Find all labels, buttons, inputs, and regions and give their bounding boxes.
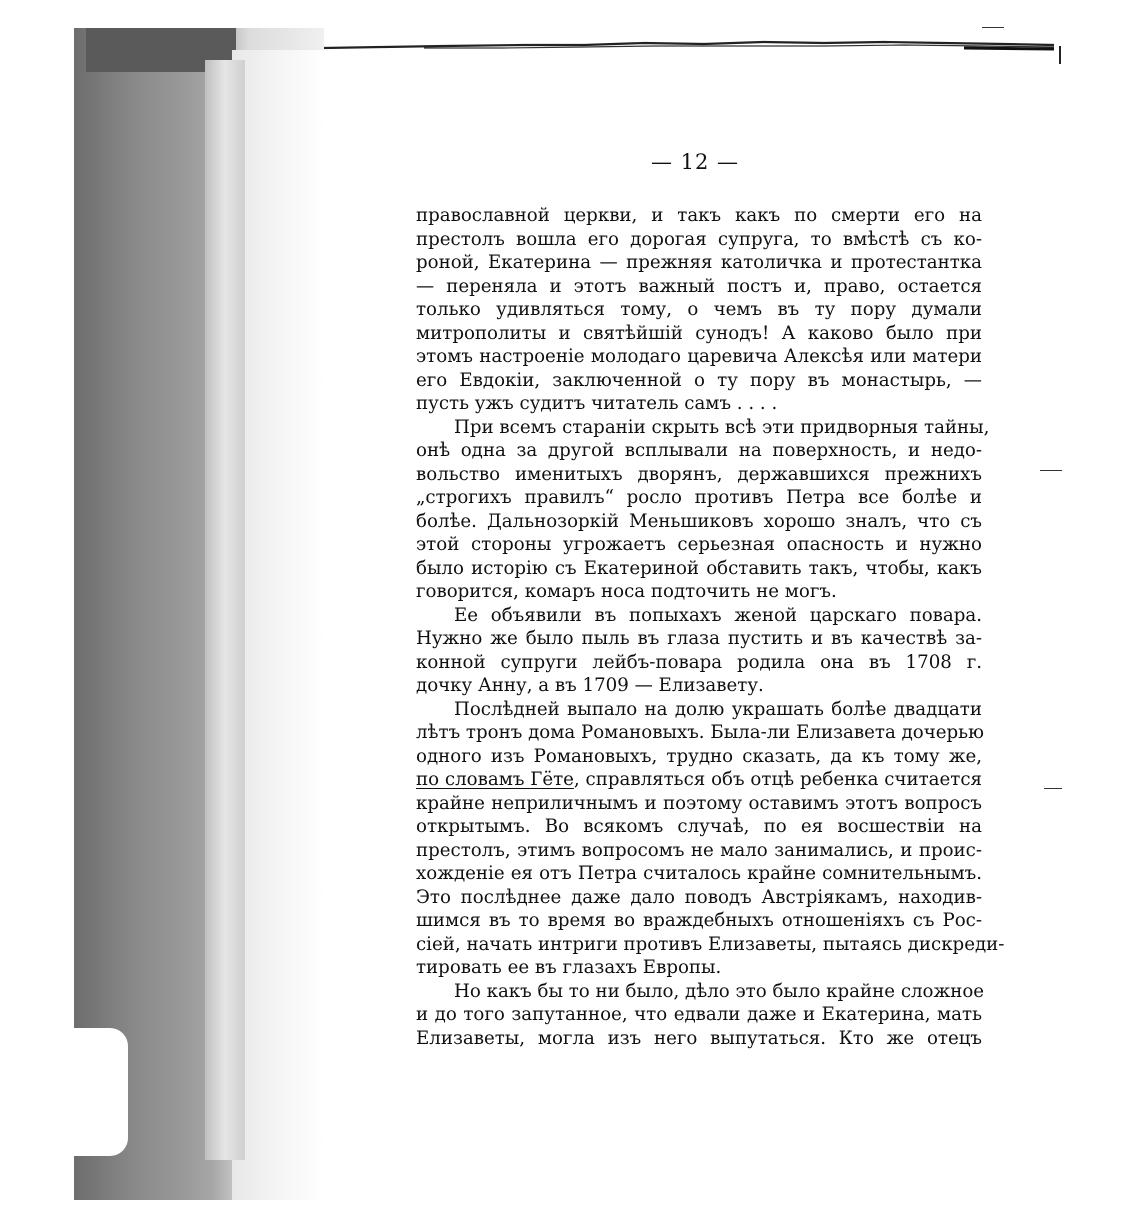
text-line: „строгихъ правилъ“ росло противъ Петра все болѣе и — [416, 487, 982, 508]
text-line: и до того запутанное, что едвали даже и Екатерина, мать — [416, 1004, 982, 1025]
previous-page-sheet — [232, 50, 324, 1200]
text-line: сіей, начать интриги противъ Елизаветы, пытаясь дискреди- — [416, 933, 1005, 955]
text-line: Ее объявили въ попыхахъ женой царскаго повара. — [454, 604, 982, 626]
scan-speck — [1040, 470, 1062, 471]
text-line: Это послѣднее даже дало поводъ Австріякамъ, находив- — [416, 886, 982, 908]
paper-tab — [72, 1028, 128, 1156]
text-line: православной церкви, и такъ какъ по смерти его на — [416, 205, 982, 226]
text-line: Но какъ бы то ни было, дѣло это было крайне сложное — [454, 980, 985, 1002]
text-line: пусть ужъ судитъ читатель самъ . . . . — [416, 393, 778, 414]
text-line: тировать ее въ глазахъ Европы. — [416, 957, 722, 978]
text-line: Послѣдней выпало на долю украшать болѣе двадцати — [454, 698, 982, 720]
body-text — [416, 204, 1005, 1050]
text-line: говорится, комаръ носа подточить не могъ. — [416, 581, 837, 602]
text-line: шимся въ то время во враждебныхъ отношеніяхъ съ Рос- — [416, 910, 982, 931]
text-line: этомъ настроеніе молодаго царевича Алексѣя или матери — [416, 346, 982, 367]
text-line: лѣтъ тронъ дома Романовыхъ. Была-ли Елизавета дочерью — [416, 722, 984, 743]
text-line: крайне неприличнымъ и поэтому оставимъ этотъ вопросъ — [416, 792, 982, 814]
page-number: — 12 — — [650, 150, 740, 174]
scan-speck — [982, 27, 1004, 28]
page-fold — [205, 60, 245, 1160]
text-line: При всемъ стараніи скрыть всѣ эти придворныя тайны, — [454, 416, 990, 438]
text-line: конной супруги лейбъ-повара родила она въ 1708 г. — [416, 651, 982, 673]
text-line: Нужно же было пыль въ глаза пустить и въ качествѣ за- — [416, 628, 982, 649]
text-line — [416, 768, 982, 792]
text-line: вольство именитыхъ дворянъ, державшихся прежнихъ — [416, 463, 982, 485]
text-line: престолъ, этимъ вопросомъ не мало занимались, и проис- — [416, 839, 982, 861]
text-line: открытымъ. Во всякомъ случаѣ, по ея восшествіи на — [416, 816, 982, 837]
torn-top-edge — [324, 40, 1054, 54]
underlined-phrase: по словамъ Гёте — [416, 769, 574, 790]
text-line: дочку Анну, а въ 1709 — Елизавету. — [416, 675, 764, 696]
text-line: хожденіе ея отъ Петра считалось крайне сомнительнымъ. — [416, 863, 982, 884]
text-line: его Евдокіи, заключенной о ту пору въ монастырь, — — [416, 369, 982, 391]
text-line: — переняла и этотъ важный постъ и, право, остается — [416, 275, 982, 297]
scan-edge-mark — [1059, 46, 1061, 64]
text-line-rest: , справляться объ отцѣ ребенка считается — [573, 769, 982, 790]
text-line: престолъ вошла его дорогая супруга, то вмѣстѣ съ ко- — [416, 228, 982, 250]
text-line: болѣе. Дальнозоркій Меньшиковъ хорошо зналъ, что съ — [416, 510, 982, 532]
text-line: было исторію съ Екатериной обставить такъ, чтобы, какъ — [416, 557, 982, 579]
scan-speck — [1044, 788, 1062, 789]
text-line: только удивляться тому, о чемъ въ ту пору думали — [416, 299, 982, 320]
text-line: онѣ одна за другой всплывали на поверхность, и недо- — [416, 440, 982, 461]
text-line: роной, Екатерина — прежняя католичка и протестантка — [416, 252, 982, 273]
text-line: митрополиты и святѣйшій сунодъ! А каково было при — [416, 322, 982, 344]
text-line: одного изъ Романовыхъ, трудно сказать, да къ тому же, — [416, 745, 982, 767]
text-line: этой стороны угрожаетъ серьезная опасность и нужно — [416, 534, 982, 555]
text-line: Елизаветы, могла изъ него выпутаться. Кто же отецъ — [416, 1027, 982, 1049]
